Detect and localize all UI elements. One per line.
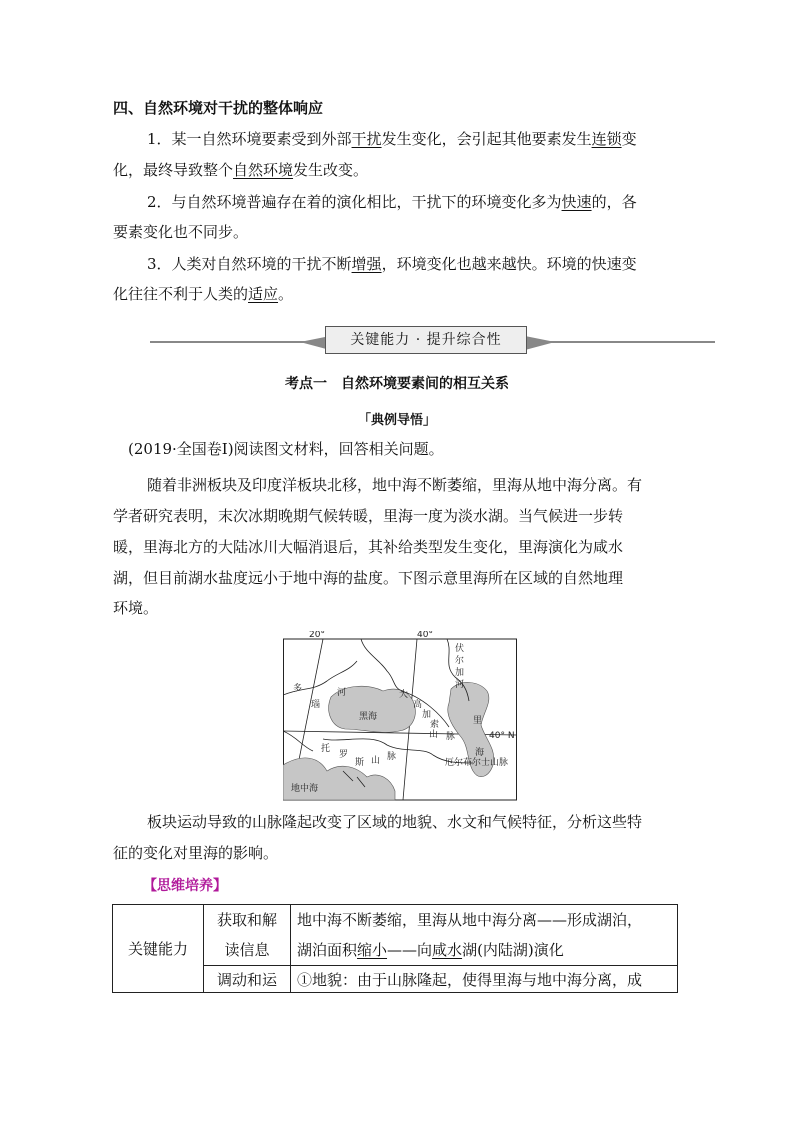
section-banner — [150, 326, 715, 356]
banner-wing-right — [525, 336, 555, 350]
label-tuoluosi-5: 脉 — [387, 752, 397, 762]
label-duonao-2: 瑙 — [311, 700, 321, 710]
label-dagaojiasuo-4: 索 — [430, 720, 440, 730]
row1-head-line-1: 获取和解 — [216, 911, 277, 929]
label-dagaojiasuo-5: 山 — [429, 730, 439, 740]
question-para-line-4: 湖，但目前湖水盐度远小于地中海的盐度。下图示意里海所在区域的自然地理 — [113, 569, 624, 587]
label-lihai-1: 里 — [473, 716, 483, 726]
label-tuoluosi-4: 山 — [371, 756, 381, 766]
paragraph-1-line-2: 化，最终导致整个自然环境发生改变。 — [113, 161, 369, 179]
label-fuerjia-3: 加 — [455, 668, 465, 678]
label-dagaojiasuo-2: 高 — [413, 700, 423, 710]
section-title: 四、自然环境对干扰的整体响应 — [113, 99, 324, 117]
label-lat-40: 40° N — [489, 731, 515, 741]
question-para-line-3: 暖，里海北方的大陆冰川大幅消退后，其补给类型发生变化，里海演化为咸水 — [113, 538, 624, 556]
question-para-line-1: 随着非洲板块及印度洋板块北移，地中海不断萎缩，里海从地中海分离。有 — [147, 476, 643, 494]
label-fuerjia-1: 伏 — [455, 644, 465, 654]
kaodian-subtitle: 「典例导悟」 — [357, 413, 436, 428]
question-ask-line-1: 板块运动导致的山脉隆起改变了区域的地貌、水文和气候特征，分析这些特 — [147, 813, 643, 831]
label-lihai-2: 海 — [475, 748, 485, 758]
caspian-region-map — [283, 631, 521, 801]
row1-content-line-1: 地中海不断萎缩，里海从地中海分离——形成湖泊， — [297, 911, 643, 929]
banner-label: 关键能力 · 提升综合性 — [325, 326, 527, 354]
label-tuoluosi-3: 斯 — [355, 758, 365, 768]
row1-head-line-2: 读信息 — [224, 941, 270, 959]
question-source: (2019·全国卷Ⅰ)阅读图文材料，回答相关问题。 — [128, 440, 444, 458]
question-para-line-2: 学者研究表明，末次冰期晚期气候转暖，里海一度为淡水湖。当气候进一步转 — [113, 507, 624, 525]
kaodian-title: 考点一 自然环境要素间的相互关系 — [285, 376, 509, 392]
label-heihai: 黑海 — [359, 712, 378, 722]
label-dagaojiasuo-3: 加 — [422, 710, 432, 720]
ability-table — [112, 904, 678, 993]
label-tuoluosi-1: 托 — [321, 744, 331, 754]
banner-rule-right — [530, 341, 715, 343]
row2-head: 调动和运 — [204, 966, 291, 993]
paragraph-1-line-1: 1．某一自然环境要素受到外部干扰发生变化，会引起其他要素发生连锁变 — [147, 130, 637, 148]
label-tuoluosi-2: 罗 — [339, 750, 349, 760]
siwei-label: 【思维培养】 — [143, 878, 227, 894]
paragraph-2-line-2: 要素变化也不同步。 — [113, 223, 249, 241]
paragraph-3-line-2: 化往往不利于人类的适应。 — [113, 285, 294, 303]
label-lon-40: 40° — [417, 631, 433, 640]
row1-head — [204, 905, 291, 966]
label-dagaojiasuo-6: 脉 — [446, 732, 456, 742]
question-ask-line-2: 征的变化对里海的影响。 — [113, 844, 279, 862]
paragraph-3-line-1: 3．人类对自然环境的干扰不断增强，环境变化也越来越快。环境的快速变 — [147, 255, 637, 273]
ability-cell: 关键能力 — [113, 905, 204, 993]
label-fuerjia-4: 河 — [455, 680, 465, 690]
label-dagaojiasuo-1: 大 — [399, 690, 409, 700]
label-lon-20: 20° — [309, 631, 325, 640]
label-elbrus: 厄尔布尔士山脉 — [445, 758, 509, 768]
label-duonao-1: 多 — [293, 684, 303, 694]
question-para-line-5: 环境。 — [113, 599, 159, 617]
label-dizhonghai: 地中海 — [291, 784, 319, 794]
label-fuerjia-2: 尔 — [455, 656, 465, 666]
paragraph-2-line-1: 2．与自然环境普遍存在着的演化相比，干扰下的环境变化多为快速的，各 — [147, 193, 637, 211]
banner-rule-left — [150, 341, 320, 343]
row1-content-line-2: 湖泊面积缩小——向咸水湖(内陆湖)演化 — [297, 941, 564, 959]
label-duonao-3: 河 — [337, 688, 347, 698]
row2-content: ①地貌：由于山脉隆起，使得里海与地中海分离，成 — [291, 966, 678, 993]
row1-content — [291, 905, 678, 966]
